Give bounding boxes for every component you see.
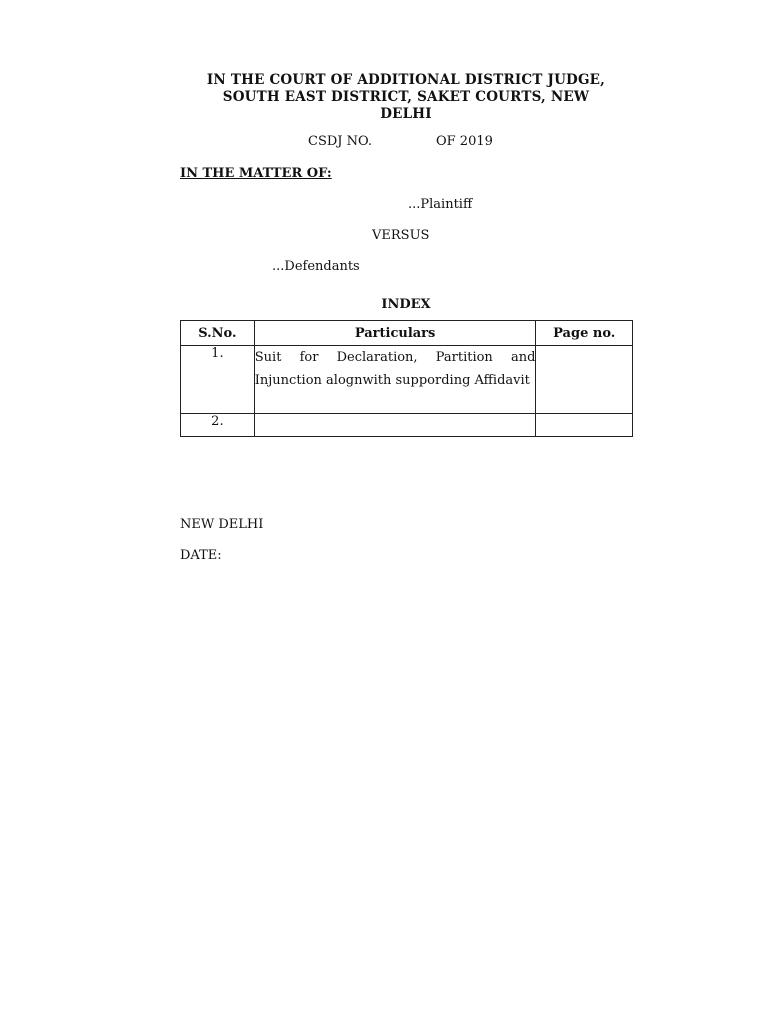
row-sno: 1. [181,346,255,414]
court-heading-line-2: SOUTH EAST DISTRICT, SAKET COURTS, NEW [222,89,590,105]
court-heading-line-3: DELHI [380,106,432,122]
index-header-row [181,321,633,346]
column-header-particulars: Particulars [254,321,536,346]
versus-label: VERSUS [372,228,430,243]
place-label: NEW DELHI [180,517,264,532]
table-row [181,414,633,437]
column-header-page-no: Page no. [536,321,633,346]
column-header-sno: S.No. [181,321,255,346]
case-number-label: CSDJ NO. [308,134,373,149]
table-row [181,346,633,414]
row-particulars: Suit for Declaration, Partition and Injunction alognwith suppording Affidavit [254,346,536,414]
court-heading-line-1: IN THE COURT OF ADDITIONAL DISTRICT JUDGE, [206,72,606,88]
index-title: INDEX [381,297,431,312]
index-table [180,320,633,437]
case-number [308,134,493,149]
defendants-label: ...Defendants [272,259,360,274]
row-sno: 2. [181,414,255,437]
matter-heading: IN THE MATTER OF: [180,166,332,181]
date-label: DATE: [180,548,222,563]
court-heading [180,72,632,123]
row-page-no [536,414,633,437]
row-particulars [254,414,536,437]
case-year-label: OF 2019 [436,134,493,149]
row-page-no [536,346,633,414]
plaintiff-label: ...Plaintiff [408,197,473,212]
